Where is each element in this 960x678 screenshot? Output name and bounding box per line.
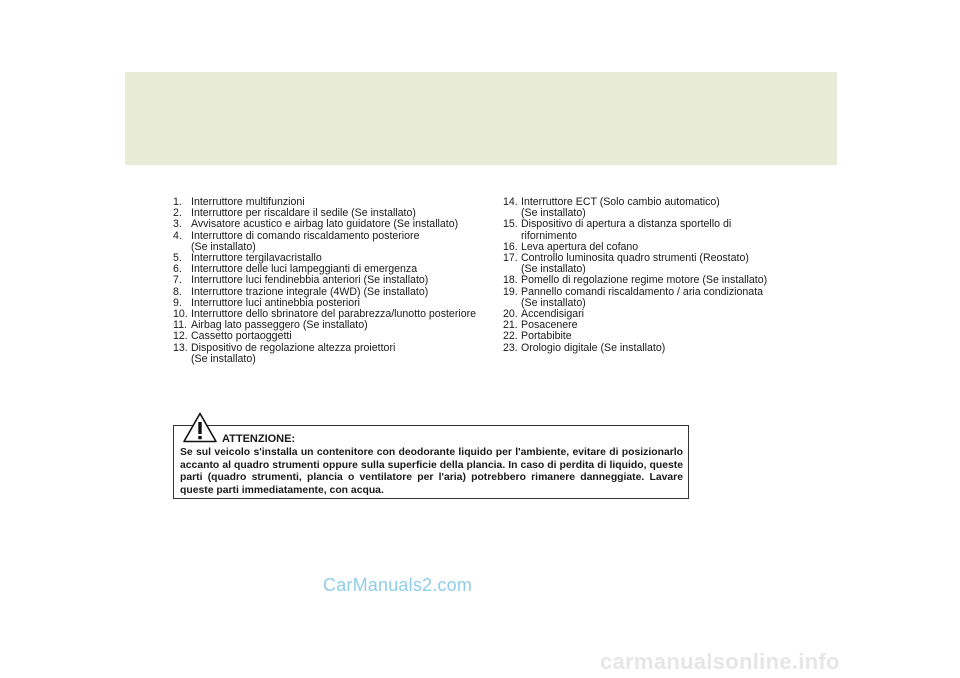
list-item [173,231,503,253]
item-number: 19. [503,285,518,298]
item-text: Interruttore ECT (Solo cambio automatico) (Se installato) [521,196,720,220]
item-number: 10. [173,308,188,321]
item-text: Interruttore per riscaldare il sedile (Se installato) [191,207,416,220]
item-number: 22. [503,330,518,343]
item-number: 3. [173,218,182,231]
list-item [503,331,803,342]
item-text: Portabibite [521,330,572,343]
item-number: 15. [503,218,518,231]
item-number: 9. [173,296,182,309]
item-text: Interruttore multifunzioni [191,196,305,208]
item-number: 1. [173,196,182,208]
item-text: Posacenere [521,319,578,332]
item-text: Airbag lato passeggero (Se installato) [191,319,368,332]
item-text: Orologio digitale (Se installato) [521,341,666,354]
item-number: 6. [173,263,182,276]
item-text: Dispositivo di apertura a distanza sportello di rifornimento [521,218,732,242]
item-text: Interruttore trazione integrale (4WD) (Se installato) [191,285,429,298]
warning-body: Se sul veicolo s'installa un contenitore con deodorante liquido per l'ambiente, evitare di posizionarlo accanto al quadro strumenti oppure sulla superficie della plancia. In caso di perdita di liquido, queste parti (quadro strumenti, plancia o ventilatore per l'aria) potrebbero rimanere danneggiate. Lavare queste parti immediatamente, con acqua. [180,447,683,496]
item-number: 16. [503,240,518,253]
item-text: Interruttore luci fendinebbia anteriori (Se installato) [191,274,429,287]
list-item [503,343,803,354]
list-item [503,219,803,241]
component-list-right [503,197,803,354]
item-number: 23. [503,341,518,354]
item-number: 20. [503,308,518,321]
list-item [503,197,803,219]
list-item [173,343,503,365]
item-text: Dispositivo de regolazione altezza proiettori (Se installato) [191,341,396,365]
item-text: Cassetto portaoggetti [191,330,292,343]
item-number: 12. [173,330,188,343]
item-text: Accendisigari [521,308,585,321]
list-item [503,287,803,309]
item-number: 5. [173,252,182,265]
item-text: Interruttore luci antinebbia posteriori [191,296,361,309]
component-list-left [173,197,503,365]
item-text: Controllo luminosita quadro strumenti (Reostato) (Se installato) [521,252,749,276]
item-number: 11. [173,319,187,332]
warning-box [173,425,689,499]
item-number: 8. [173,285,182,298]
list-item [173,331,503,342]
item-number: 17. [503,252,518,265]
item-number: 4. [173,229,182,242]
item-text: Interruttore delle luci lampeggianti di emergenza [191,263,418,276]
item-number: 14. [503,196,518,208]
list-item [503,275,803,286]
warning-triangle-icon [183,412,217,443]
list-item [173,219,503,230]
item-number: 13. [173,341,188,354]
item-text: Interruttore di comando riscaldamento posteriore (Se installato) [191,229,420,253]
item-text: Interruttore dello sbrinatore del parabrezza/lunotto posteriore [191,308,477,321]
list-item [173,275,503,286]
item-text: Pannello comandi riscaldamento / aria condizionata (Se installato) [521,285,764,309]
item-number: 2. [173,207,182,220]
item-text: Interruttore tergilavacristallo [191,252,322,265]
item-number: 7. [173,274,182,287]
watermark-carmanualsonline: carmanualsonline.info [600,649,840,674]
watermark-carmanuals2[interactable]: CarManuals2.com [323,575,473,595]
dashboard-image-placeholder [125,72,837,165]
warning-title: ATTENZIONE: [222,433,296,445]
list-item [503,253,803,275]
item-number: 21. [503,319,518,332]
item-number: 18. [503,274,518,287]
item-text: Pomello di regolazione regime motore (Se installato) [521,274,768,287]
item-text: Leva apertura del cofano [521,240,639,253]
item-text: Avvisatore acustico e airbag lato guidatore (Se installato) [191,218,459,231]
